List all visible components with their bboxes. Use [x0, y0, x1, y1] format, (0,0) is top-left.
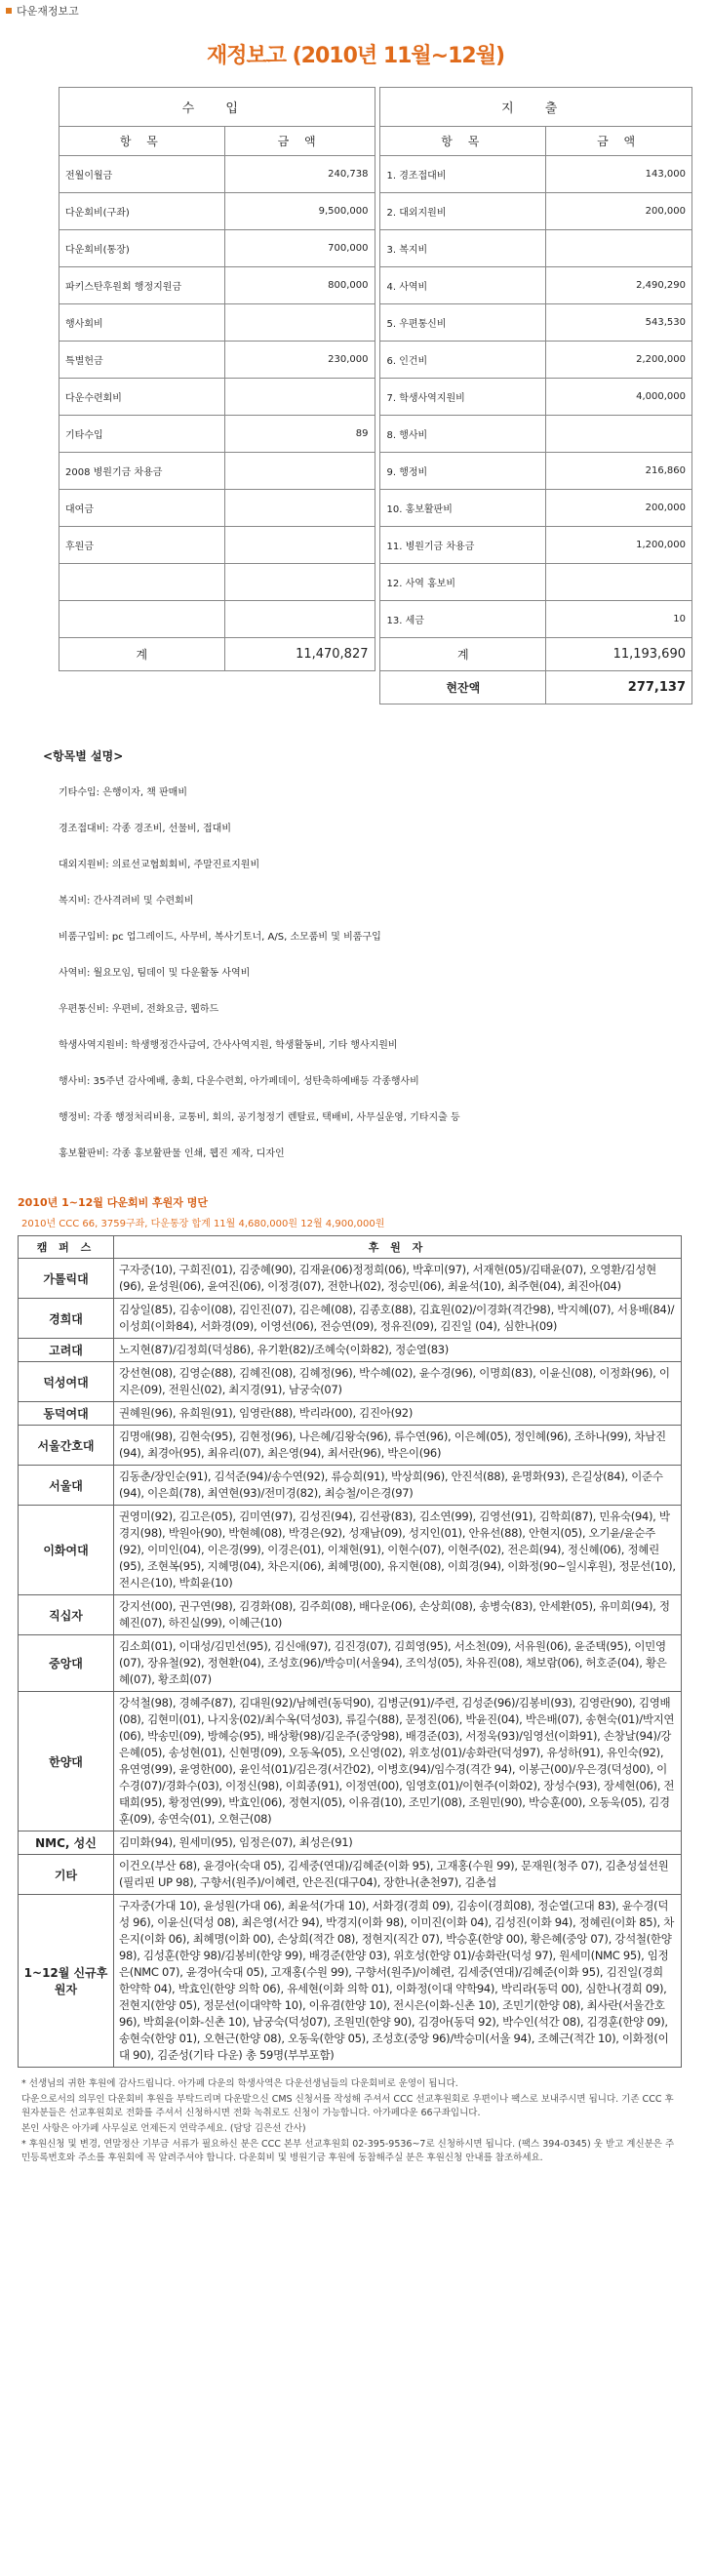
income-item: 대여금 [59, 490, 225, 527]
income-item: 2008 병원기금 차용금 [59, 453, 225, 490]
page-title: 재정보고 (2010년 11월~12월) [206, 44, 505, 68]
donor-names: 이건오(부산 68), 윤경아(숙대 05), 김세중(연대)/김혜준(이화 95), 고재홍(수원 99), 문재원(청주 07), 김춘성설선원(필리핀 UP 98), 구향서(원주)/이혜련, 안은진(대구04), 장한나(춘천97), 김춘섭 [114, 1855, 682, 1895]
explanation-item: 행정비: 각종 행정처리비용, 교통비, 회의, 공기청정기 렌탈료, 택배비, 사무실운영, 기타지출 등 [59, 1112, 460, 1123]
income-item [59, 564, 225, 601]
income-amount [224, 601, 375, 638]
donor-row [19, 1426, 682, 1466]
donor-row [19, 1635, 682, 1692]
income-amount [224, 527, 375, 564]
explanation-item: 행사비: 35주년 감사예배, 총회, 다운수련회, 아가페데이, 성탄축하예배등 각종행사비 [59, 1076, 419, 1087]
donors-subheading: 2010년 CCC 66, 3759구좌, 다운통장 합계 11월 4,680,000원 12월 4,900,000원 [21, 1219, 385, 1229]
expense-amount: 216,860 [546, 453, 692, 490]
notes [21, 2077, 675, 2165]
campus-name: NMC, 성신 [19, 1831, 114, 1855]
income-item: 후원금 [59, 527, 225, 564]
campus-name: 서울대 [19, 1466, 114, 1506]
finance-row [59, 490, 692, 527]
expense-amount: 10 [546, 601, 692, 638]
income-amount: 800,000 [224, 267, 375, 304]
expense-amount [546, 564, 692, 601]
expense-amount [546, 230, 692, 267]
expense-item: 12. 사역 홍보비 [380, 564, 546, 601]
balance: 277,137 [546, 671, 692, 704]
income-amount [224, 564, 375, 601]
finance-row [59, 527, 692, 564]
expense-item: 3. 복지비 [380, 230, 546, 267]
finance-row [59, 564, 692, 601]
campus-name: 동덕여대 [19, 1402, 114, 1426]
income-item: 특별헌금 [59, 342, 225, 379]
income-amount [224, 304, 375, 342]
campus-name: 서울간호대 [19, 1426, 114, 1466]
income-item [59, 601, 225, 638]
income-total-label: 계 [59, 638, 225, 671]
campus-name: 고려대 [19, 1339, 114, 1362]
donor-names: 구자중(가대 10), 윤성원(가대 06), 최윤석(가대 10), 서화경(경희 09), 김송이(경희08), 정순열(고대 83), 윤수경(덕성 96), 이윤신(덕성 08), 최은영(서간 94), 박경지(이화 98), 이미진(이화 04), 김성진(이화 94), 정혜린(이화 85), 차은지(이화 06), 최혜명(이화 00), 손상희(적간 08), 정현지(직간 07), 박승훈(한양 00), 황은혜(중앙 07), 강석철(한양 98), 김성훈(한양 98)/김봉비(한양 99), 배경준(한양 03), 위호성(한양 01)/송화란(덕성 97), 원세미(NMC 95), 임정은(NMC 07), 윤경아(숙대 05), 고재홍(수원 99), 구향서(원주)/이혜련, 김세중(연대)/김혜준(이화 95), 김진일(경희 한약학 04), 박효인(한양 의학 06), 유세현(이화 의학 01), 이화정(이대 약학94), 박리라(동덕 00), 심한나(경희 09), 전현지(한양 05), 정문선(이대약학 10), 이유겸(한양 10), 전시은(이화-신촌 10), 조민기(한양 08), 최사란(서울간호 96), 박희윤(이화-신촌 10), 남궁숙(덕성07), 조원민(한양 90), 김경아(동덕 92), 박수인(석간 08), 김경훈(한양 09), 송현숙(한양 01), 오현근(한양 08), 오동욱(한양 05), 조성호(중앙 96)/박승미(서울 94), 조혜근(적간 10), 이화정(이대 90), 김준성(기타 다운) 총 59명(부부포함) [114, 1895, 682, 2068]
income-amount: 700,000 [224, 230, 375, 267]
finance-row [59, 379, 692, 416]
expense-item: 1. 경조접대비 [380, 156, 546, 193]
donor-names: 강석철(98), 경혜주(87), 김대원(92)/남혜련(동덕90), 김병군(91)/주련, 김성준(96)/김봉비(93), 김영란(90), 김영배(08), 김현미(01), 나지웅(02)/최수옥(덕성03), 류길수(88), 문정진(06), 박윤진(04), 박은배(07), 송현숙(01)/박지연(06), 박송민(09), 방혜승(95), 배상황(98)/김운주(중앙98), 배경준(03), 서정욱(93)/임영선(이화91), 손창날(94)/강은혜(05), 송성현(01), 신현명(09), 오동옥(05), 오신영(02), 위호성(01)/송화란(덕성97), 유성하(91), 유인숙(92), 유연영(99), 윤영한(00), 윤인석(01)/김은경(서간02), 이병호(94)/임수경(격간 94), 이봉근(00)/우은경(덕성00), 이수경(07)/경화수(03), 이정신(98), 이희종(91), 이정연(00), 임영호(01)/이현주(이화02), 장성수(93), 장세현(06), 전태희(95), 황정연(99), 박효인(06), 정현지(05), 이유겸(10), 조민기(08), 조원민(90), 박승훈(00), 오동욱(05), 김경훈(09), 송연숙(01), 오현근(08) [114, 1692, 682, 1831]
bullet-icon [6, 8, 12, 14]
campus-name: 덕성여대 [19, 1362, 114, 1402]
explanation-item: 경조접대비: 각종 경조비, 선물비, 접대비 [59, 824, 232, 834]
finance-row [59, 342, 692, 379]
income-amount [224, 490, 375, 527]
donors-heading-block [18, 1194, 711, 1229]
explanation-item: 학생사역지원비: 학생행정간사급여, 간사사역지원, 학생활동비, 기타 행사지원비 [59, 1040, 398, 1051]
finance-row [59, 156, 692, 193]
expense-item: 6. 인건비 [380, 342, 546, 379]
donor-row [19, 1402, 682, 1426]
donor-row [19, 1895, 682, 2068]
income-amount: 230,000 [224, 342, 375, 379]
campus-name: 가톨릭대 [19, 1259, 114, 1299]
donor-names: 김명애(98), 김현숙(95), 김현정(96), 나은혜/김왕숙(96), 류수연(96), 이은혜(05), 정인혜(96), 조하나(99), 차남진(94), 최경아(95), 최유리(07), 최은영(94), 최서란(96), 박은이(96) [114, 1426, 682, 1466]
explanation-item: 사역비: 월요모임, 팀데이 및 다운활동 사역비 [59, 968, 251, 979]
income-item-col: 항 목 [59, 127, 225, 156]
donor-row [19, 1339, 682, 1362]
expense-item: 4. 사역비 [380, 267, 546, 304]
expense-amount: 200,000 [546, 193, 692, 230]
income-amount-col: 금 액 [224, 127, 375, 156]
finance-row [59, 267, 692, 304]
expense-item: 13. 세금 [380, 601, 546, 638]
expense-amount: 4,000,000 [546, 379, 692, 416]
expense-total: 11,193,690 [546, 638, 692, 671]
campus-name: 기타 [19, 1855, 114, 1895]
finance-row [59, 453, 692, 490]
income-item: 다운회비(통장) [59, 230, 225, 267]
donor-names: 노지현(87)/김정희(덕성86), 유기환(82)/조혜숙(이화82), 정순열(83) [114, 1339, 682, 1362]
finance-row [59, 601, 692, 638]
explanation-item: 대외지원비: 의료선교협회회비, 주말진료지원비 [59, 860, 260, 870]
donor-names: 김미화(94), 원세미(95), 임정은(07), 최성은(91) [114, 1831, 682, 1855]
income-total: 11,470,827 [224, 638, 375, 671]
expense-header: 지 출 [380, 88, 692, 127]
expense-amount: 200,000 [546, 490, 692, 527]
explanation-item: 우편통신비: 우편비, 전화요금, 웹하드 [59, 1004, 219, 1015]
expense-item-col: 항 목 [380, 127, 546, 156]
expense-total-label: 계 [380, 638, 546, 671]
income-item: 다운수련회비 [59, 379, 225, 416]
donor-row [19, 1506, 682, 1595]
expense-amount: 543,530 [546, 304, 692, 342]
donor-names: 강선현(08), 김영순(88), 김혜진(08), 김혜정(96), 박수혜(02), 윤수경(96), 이명희(83), 이윤신(08), 이정화(96), 이지은(09), 전원신(02), 최지경(91), 남궁숙(07) [114, 1362, 682, 1402]
donor-names: 구자중(10), 구희진(01), 김중혜(90), 김재윤(06)정정희(06), 박후미(97), 서재현(05)/김태윤(07), 오영환/김성현(96), 윤성원(06), 윤여진(06), 이정경(07), 전한나(02), 정승민(06), 최윤석(10), 최주현(04), 최진아(04) [114, 1259, 682, 1299]
note-line: * 선생님의 귀한 후원에 감사드립니다. 아가페 다운의 학생사역은 다운선생님들의 다운회비로 운영이 됩니다. [21, 2078, 458, 2089]
income-item: 전월이월금 [59, 156, 225, 193]
balance-label: 현잔액 [380, 671, 546, 704]
donor-row [19, 1831, 682, 1855]
donor-row [19, 1299, 682, 1339]
expense-item: 10. 홍보활판비 [380, 490, 546, 527]
breadcrumb [0, 0, 711, 21]
expense-item: 9. 행정비 [380, 453, 546, 490]
income-item: 행사회비 [59, 304, 225, 342]
explanation-item: 비품구입비: pc 업그레이드, 사무비, 복사기토너, A/S, 소모품비 및 비품구입 [59, 932, 381, 943]
campus-name: 1~12월 신규후원자 [19, 1895, 114, 2068]
income-amount [224, 453, 375, 490]
donors-heading: 2010년 1~12월 다운회비 후원자 명단 [18, 1196, 208, 1209]
breadcrumb-label: 다운재정보고 [17, 5, 79, 18]
income-item: 파키스탄후원회 행정지원금 [59, 267, 225, 304]
note-line: * 후원신청 및 변경, 연말정산 기부금 서류가 필요하신 분은 CCC 본부 선교후원회 02-395-9536~7로 신청하시면 됩니다. (팩스 394-0345) 웃 받고 계신분은 주민등록번호와 주소를 후원회에 꼭 알려주셔야 합니다. 다운회비 및 병원기금 후원에 동참해주실 분은 후원신청 안내를 참조하세요. [21, 2139, 675, 2163]
explanation-item: 기타수입: 은행이자, 책 판매비 [59, 787, 188, 798]
campus-name: 직십자 [19, 1595, 114, 1635]
note-line: 다운으로서의 의무인 다운회비 후원을 부탁드리며 다운발으신 CMS 신청서를 작성해 주셔서 CCC 선교후원회로 우편이나 팩스로 보내주시면 됩니다. 기존 CCC 후원자분들은 선교후원회로 전화를 주셔서 신청하시면 전화 녹취로도 신청이 가능합니다. 아가페다운 66구좌입니다. [21, 2094, 674, 2118]
campus-col: 캠 퍼 스 [19, 1236, 114, 1259]
finance-row [59, 230, 692, 267]
income-item: 기타수입 [59, 416, 225, 453]
donor-row [19, 1855, 682, 1895]
finance-row [59, 193, 692, 230]
donor-names: 김동춘/장인순(91), 김석준(94)/송수연(92), 류승희(91), 박상희(96), 안진석(88), 윤명화(93), 은길상(84), 이준수(94), 이은희(78), 최연현(93)/전미경(82), 최승철/이은경(97) [114, 1466, 682, 1506]
expense-amount: 143,000 [546, 156, 692, 193]
note-line: 본인 사항은 아가페 사무실로 언제든지 연락주세요. (담당 김은선 간사) [21, 2123, 306, 2134]
donor-row [19, 1362, 682, 1402]
expense-amount: 2,490,290 [546, 267, 692, 304]
expense-item: 5. 우편통신비 [380, 304, 546, 342]
expense-item: 2. 대외지원비 [380, 193, 546, 230]
expense-amount: 1,200,000 [546, 527, 692, 564]
finance-table [59, 87, 692, 704]
finance-row [59, 416, 692, 453]
income-item: 다운회비(구좌) [59, 193, 225, 230]
income-amount: 240,738 [224, 156, 375, 193]
explanation-item: 홍보활판비: 각종 홍보활판물 인쇄, 웹진 제작, 디자인 [59, 1148, 285, 1159]
campus-name: 한양대 [19, 1692, 114, 1831]
expense-item: 8. 행사비 [380, 416, 546, 453]
explanation-item: 복지비: 간사격려비 및 수련회비 [59, 896, 194, 906]
donor-names: 강지선(00), 권구연(98), 김경화(08), 김주희(08), 배다운(06), 손상희(08), 송병숙(83), 안세환(05), 유미희(94), 정혜진(07), 하진실(99), 이혜근(10) [114, 1595, 682, 1635]
donor-row [19, 1259, 682, 1299]
expense-item: 7. 학생사역지원비 [380, 379, 546, 416]
income-amount: 9,500,000 [224, 193, 375, 230]
income-header: 수 입 [59, 88, 375, 127]
finance-row [59, 304, 692, 342]
donor-row [19, 1466, 682, 1506]
donor-names: 김상일(85), 김송이(08), 김인진(07), 김은혜(08), 김종호(88), 김효원(02)/이경화(격간98), 박지혜(07), 서용배(84)/이성희(이화84), 서화경(09), 이영선(06), 전승연(09), 정유진(09), 김진일 (04), 심한나(09) [114, 1299, 682, 1339]
donor-table [18, 1235, 682, 2068]
income-amount [224, 379, 375, 416]
donor-row [19, 1595, 682, 1635]
explanations [39, 747, 711, 1159]
expense-item: 11. 병원기금 차용금 [380, 527, 546, 564]
donor-names: 권혜원(96), 유희원(91), 임영란(88), 박리라(00), 김진아(92) [114, 1402, 682, 1426]
income-amount: 89 [224, 416, 375, 453]
expense-amount: 2,200,000 [546, 342, 692, 379]
explanations-heading: <항목별 설명> [43, 749, 124, 763]
donor-names: 김소희(01), 이대성/김민선(95), 김신애(97), 김진경(07), 김희영(95), 서소천(09), 서유원(06), 윤준택(95), 이민영(07), 장유철(92), 정현환(04), 조성호(96)/박승미(서울94), 조익성(05), 차유진(08), 채보람(06), 허호준(04), 황은혜(07), 황조희(07) [114, 1635, 682, 1692]
campus-name: 경희대 [19, 1299, 114, 1339]
donor-names: 권영미(92), 김고은(05), 김미연(97), 김성진(94), 김선광(83), 김소연(99), 김영선(91), 김학희(87), 민유숙(94), 박경지(98), 박원아(90), 박현혜(08), 박경은(92), 성재남(09), 성지인(01), 안유선(88), 안현지(05), 오기윤/윤순주(92), 이미인(04), 이은경(99), 이경은(01), 이채현(91), 이현수(07), 이현주(02), 전은희(94), 정신혜(06), 정혜린(95), 조현복(95), 지혜명(04), 차은지(06), 최혜명(00), 유지현(08), 이희경(94), 이화정(90~일시후원), 정문선(10), 전시은(10), 박희윤(10) [114, 1506, 682, 1595]
campus-name: 중앙대 [19, 1635, 114, 1692]
campus-name: 이화여대 [19, 1506, 114, 1595]
donor-col: 후 원 자 [114, 1236, 682, 1259]
expense-amount-col: 금 액 [546, 127, 692, 156]
expense-amount [546, 416, 692, 453]
donor-row [19, 1692, 682, 1831]
